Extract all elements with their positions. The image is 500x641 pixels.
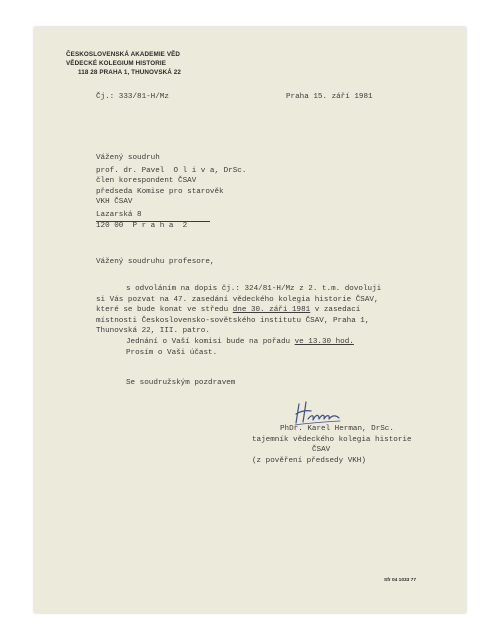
- letterhead-line-2: VĚDECKÉ KOLEGIUM HISTORIE: [66, 60, 166, 67]
- body-line-7: Prosím o Vaši účast.: [126, 348, 218, 357]
- print-code: Sfr 04 1033 77: [384, 578, 417, 583]
- body-line-3: [96, 305, 381, 316]
- addressee-block: [96, 153, 246, 231]
- letter-date: Praha 15. září 1981: [286, 93, 373, 101]
- body-line-4: místnosti Československo-sovětského institutu ČSAV, Praha 1,: [96, 316, 370, 325]
- body-line-3-a: které se bude konat ve středu: [96, 306, 233, 315]
- signatory-title-3: (z pověření předsedy VKH): [252, 456, 366, 465]
- body-line-2: si Vás pozvat na 47. zasedání vědeckého kolegia historie ČSAV,: [96, 295, 379, 304]
- meeting-date: dne 30. září 1981: [232, 306, 311, 315]
- addressee-line-3: předseda Komise pro starověk: [96, 187, 224, 196]
- addressee-line-1: prof. dr. Pavel O l i v a, DrSc.: [96, 166, 247, 175]
- greeting: Vážený soudruhu profesore,: [96, 258, 215, 266]
- body-line-1: s odvoláním na dopis čj.: 324/81-H/Mz z 2. t.m. dovoluji: [126, 285, 382, 293]
- signatory-name: PhDr. Karel Herman, DrSc.: [280, 425, 394, 433]
- signatory-title-1: tajemník vědeckého kolegia historie: [252, 435, 412, 444]
- meeting-time: ve 13.30 hod.: [294, 337, 354, 346]
- addressee-salutation: Vážený soudruh: [96, 154, 160, 162]
- addressee-line-4: VKH ČSAV: [96, 198, 133, 207]
- letterhead-line-1: ČESKOSLOVENSKÁ AKADEMIE VĚD: [66, 51, 181, 58]
- signature-block: [252, 424, 412, 466]
- addressee-street: Lazarská 8: [96, 210, 142, 219]
- addressee-underline: [96, 221, 210, 222]
- addressee-line-2: člen korespondent ČSAV: [96, 177, 197, 186]
- body-line-6: [96, 337, 381, 348]
- reference-number: Čj.: 333/81-H/Mz: [96, 93, 169, 101]
- letter-body: [96, 284, 381, 358]
- body-line-3-b: v zasedací: [310, 306, 361, 315]
- addressee-city: 120 00 P r a h a 2: [96, 221, 188, 230]
- letterhead-line-3: 118 28 PRAHA 1, THUNOVSKÁ 22: [78, 69, 182, 76]
- body-line-5: Thunovská 22, III. patro.: [96, 327, 210, 336]
- body-line-6-a: Jednání o Vaší komisi bude na pořadu: [126, 337, 295, 346]
- closing: Se soudružským pozdravem: [126, 379, 236, 387]
- signatory-title-2: ČSAV: [312, 446, 331, 455]
- letterhead: [66, 50, 181, 77]
